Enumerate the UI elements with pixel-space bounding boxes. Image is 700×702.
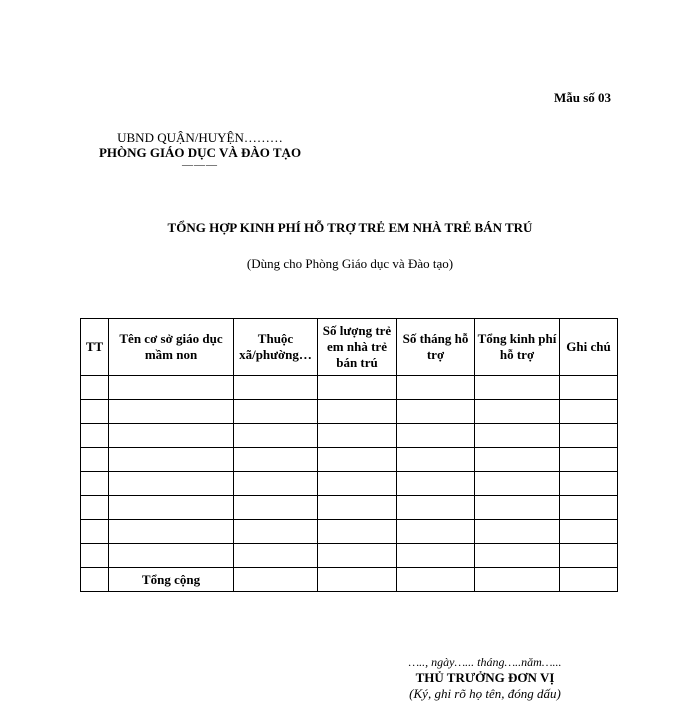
table-cell[interactable] [397,520,475,544]
table-cell[interactable] [475,544,560,568]
table-cell[interactable] [234,568,318,592]
table-cell[interactable] [397,568,475,592]
table-cell[interactable] [109,424,234,448]
signature-note: (Ký, ghi rõ họ tên, đóng dấu) [409,686,561,701]
table-cell[interactable] [475,568,560,592]
signature-block [370,654,600,702]
table-cell[interactable] [560,544,618,568]
table-cell[interactable] [475,472,560,496]
table-cell[interactable] [81,520,109,544]
table-cell[interactable] [560,448,618,472]
table-cell[interactable] [318,376,397,400]
table-cell[interactable] [397,544,475,568]
table-header-row [81,319,618,376]
form-number: Mẫu số 03 [554,90,612,105]
table-cell[interactable] [81,544,109,568]
table-row [81,520,618,544]
column-header: TT [81,319,109,376]
column-header: Thuộc xã/phường… [234,319,318,376]
column-header: Tổng kinh phí hỗ trợ [475,319,560,376]
table-row [81,376,618,400]
table-cell[interactable] [560,376,618,400]
table-cell[interactable] [475,376,560,400]
document-title: TỔNG HỢP KINH PHÍ HỖ TRỢ TRẺ EM NHÀ TRẺ BÁN TRÚ [167,220,533,235]
column-header: Ghi chú [560,319,618,376]
table-cell[interactable] [234,448,318,472]
organization-header [70,130,330,170]
table-cell[interactable] [109,400,234,424]
total-label: Tổng cộng [109,568,234,592]
table-cell[interactable] [109,496,234,520]
table-cell[interactable] [397,400,475,424]
table-row [81,472,618,496]
table-cell[interactable] [475,400,560,424]
summary-table [80,318,618,592]
table-cell[interactable] [560,400,618,424]
table-cell[interactable] [109,376,234,400]
table-cell[interactable] [318,448,397,472]
table-cell[interactable] [234,424,318,448]
table-cell[interactable] [318,400,397,424]
district-name: UBND QUẬN/HUYỆN……… [117,130,283,145]
table-cell[interactable] [109,544,234,568]
table-cell[interactable] [318,568,397,592]
table-cell[interactable] [560,520,618,544]
document-subtitle: (Dùng cho Phòng Giáo dục và Đào tạo) [246,256,454,271]
table-cell[interactable] [81,568,109,592]
table-cell[interactable] [475,496,560,520]
table-cell[interactable] [475,448,560,472]
table-cell[interactable] [234,472,318,496]
header-divider: ――― [182,159,218,171]
table-cell[interactable] [560,424,618,448]
department-name: PHÒNG GIÁO DỤC VÀ ĐÀO TẠO [98,145,302,160]
table-cell[interactable] [81,496,109,520]
table-cell[interactable] [397,376,475,400]
table-cell[interactable] [318,424,397,448]
total-row [81,568,618,592]
table-cell[interactable] [475,520,560,544]
table-cell[interactable] [560,496,618,520]
signature-title: THỦ TRƯỞNG ĐƠN VỊ [415,670,555,685]
table-cell[interactable] [397,472,475,496]
table-cell[interactable] [81,424,109,448]
table-cell[interactable] [318,472,397,496]
table-row [81,544,618,568]
table-cell[interactable] [109,520,234,544]
column-header: Số lượng trẻ em nhà trẻ bán trú [318,319,397,376]
column-header: Số tháng hỗ trợ [397,319,475,376]
table-cell[interactable] [318,520,397,544]
table-cell[interactable] [234,544,318,568]
table-cell[interactable] [109,448,234,472]
table-cell[interactable] [81,400,109,424]
table-cell[interactable] [475,424,560,448]
table-cell[interactable] [397,424,475,448]
table-row [81,496,618,520]
table-row [81,400,618,424]
table-cell[interactable] [109,472,234,496]
table-cell[interactable] [397,496,475,520]
table-cell[interactable] [318,496,397,520]
table-cell[interactable] [318,544,397,568]
table-cell[interactable] [560,472,618,496]
table-cell[interactable] [81,376,109,400]
table-cell[interactable] [234,400,318,424]
table-cell[interactable] [397,448,475,472]
table-row [81,424,618,448]
table-cell[interactable] [234,376,318,400]
table-cell[interactable] [560,568,618,592]
table-cell[interactable] [81,448,109,472]
column-header: Tên cơ sở giáo dục mầm non [109,319,234,376]
table-cell[interactable] [81,472,109,496]
signature-date-line: ….., ngày…... tháng…..năm…... [408,655,562,669]
table-row [81,448,618,472]
table-cell[interactable] [234,496,318,520]
table-cell[interactable] [234,520,318,544]
